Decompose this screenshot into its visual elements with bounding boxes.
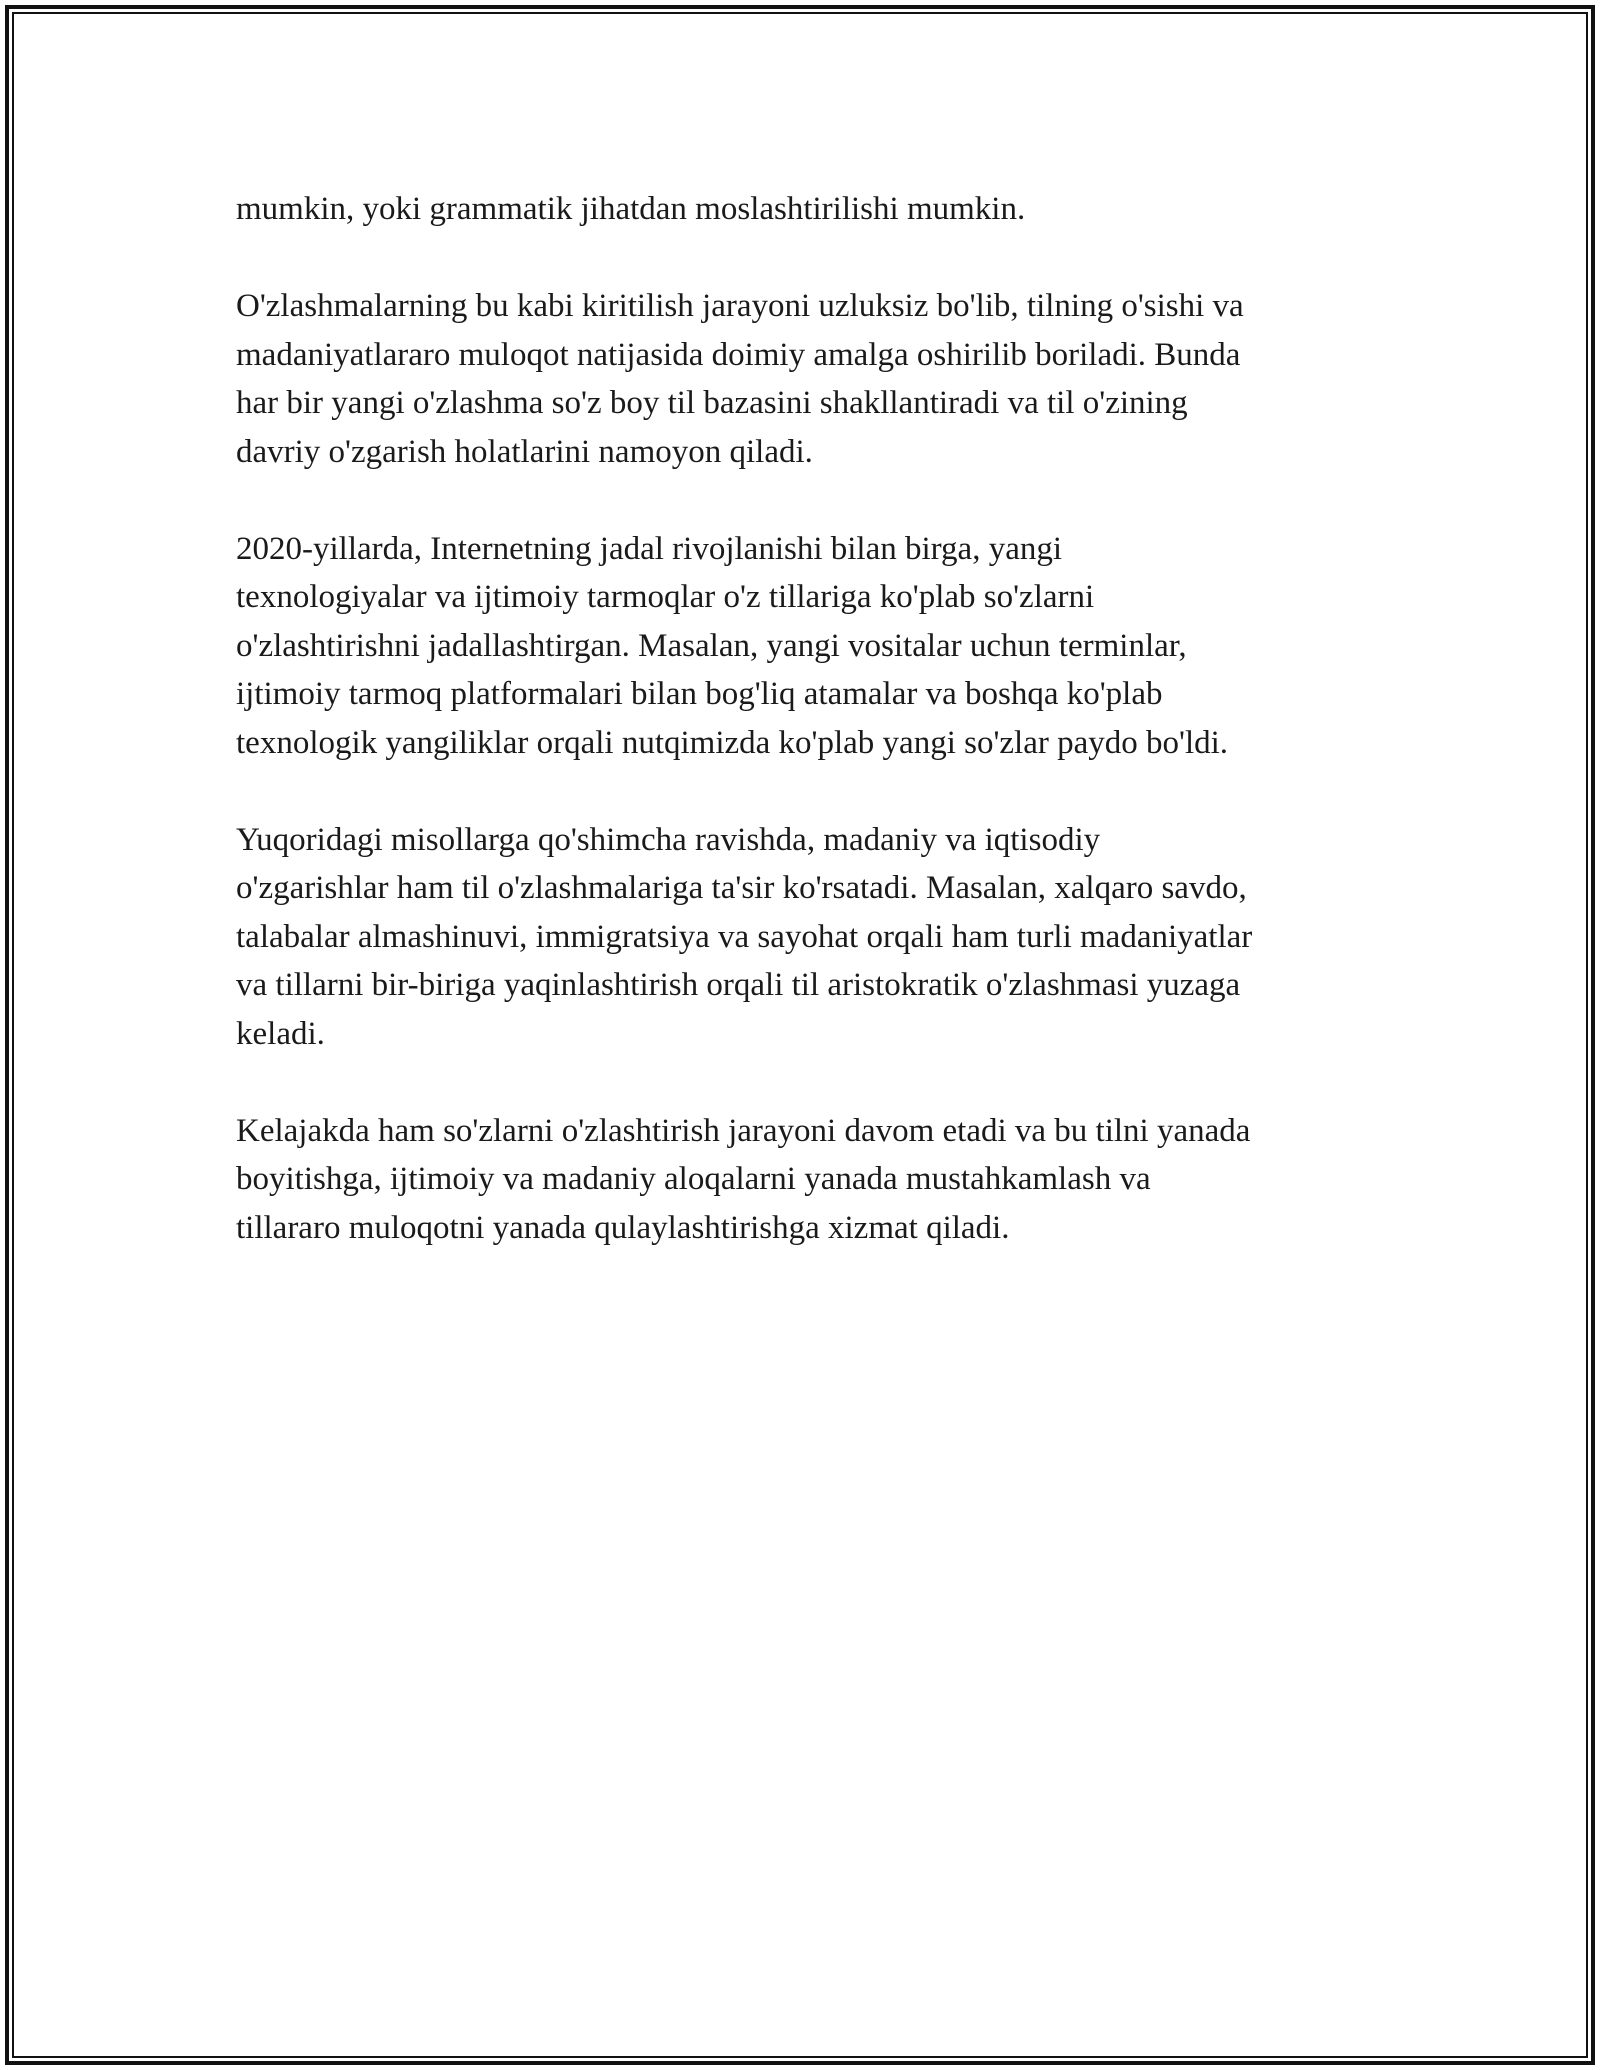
paragraph-1: mumkin, yoki grammatik jihatdan moslashtirilishi mumkin. xyxy=(236,191,1026,227)
paragraph-2: O'zlashmalarning bu kabi kiritilish jarayoni uzluksiz bo'lib, tilning o'sishi va madaniyatlararo muloqot natijasida doimiy amalga oshirilib boriladi. Bunda har bir yangi o'zlashma so'z boy til bazasini shakllantiradi va til o'zining davriy o'zgarish holatlarini namoyon qiladi. xyxy=(236,288,1244,470)
paragraph-3: 2020-yillarda, Internetning jadal rivojlanishi bilan birga, yangi texnologiyalar va ijtimoiy tarmoqlar o'z tillariga ko'plab so'zlarni o'zlashtirishni jadallashtirgan. Masalan, yangi vositalar uchun terminlar, ijtimoiy tarmoq platformalari bilan bog'liq atamalar va boshqa ko'plab texnologik yangiliklar orqali nutqimizda ko'plab yangi so'zlar paydo bo'ldi. xyxy=(236,530,1229,761)
document-body xyxy=(236,185,1386,1301)
paragraph-5: Kelajakda ham so'zlarni o'zlashtirish jarayoni davom etadi va bu tilni yanada boyitishga, ijtimoiy va madaniy aloqalarni yanada mustahkamlash va tillararo muloqotni yanada qulaylashtirishga xizmat qiladi. xyxy=(236,1112,1251,1246)
paragraph-4: Yuqoridagi misollarga qo'shimcha ravishda, madaniy va iqtisodiy o'zgarishlar ham til o'zlashmalariga ta'sir ko'rsatadi. Masalan, xalqaro savdo, talabalar almashinuvi, immigratsiya va sayohat orqali ham turli madaniyatlar va tillarni bir-biriga yaqinlashtirish orqali til aristokratik o'zlashmasi yuzaga keladi. xyxy=(236,821,1253,1052)
